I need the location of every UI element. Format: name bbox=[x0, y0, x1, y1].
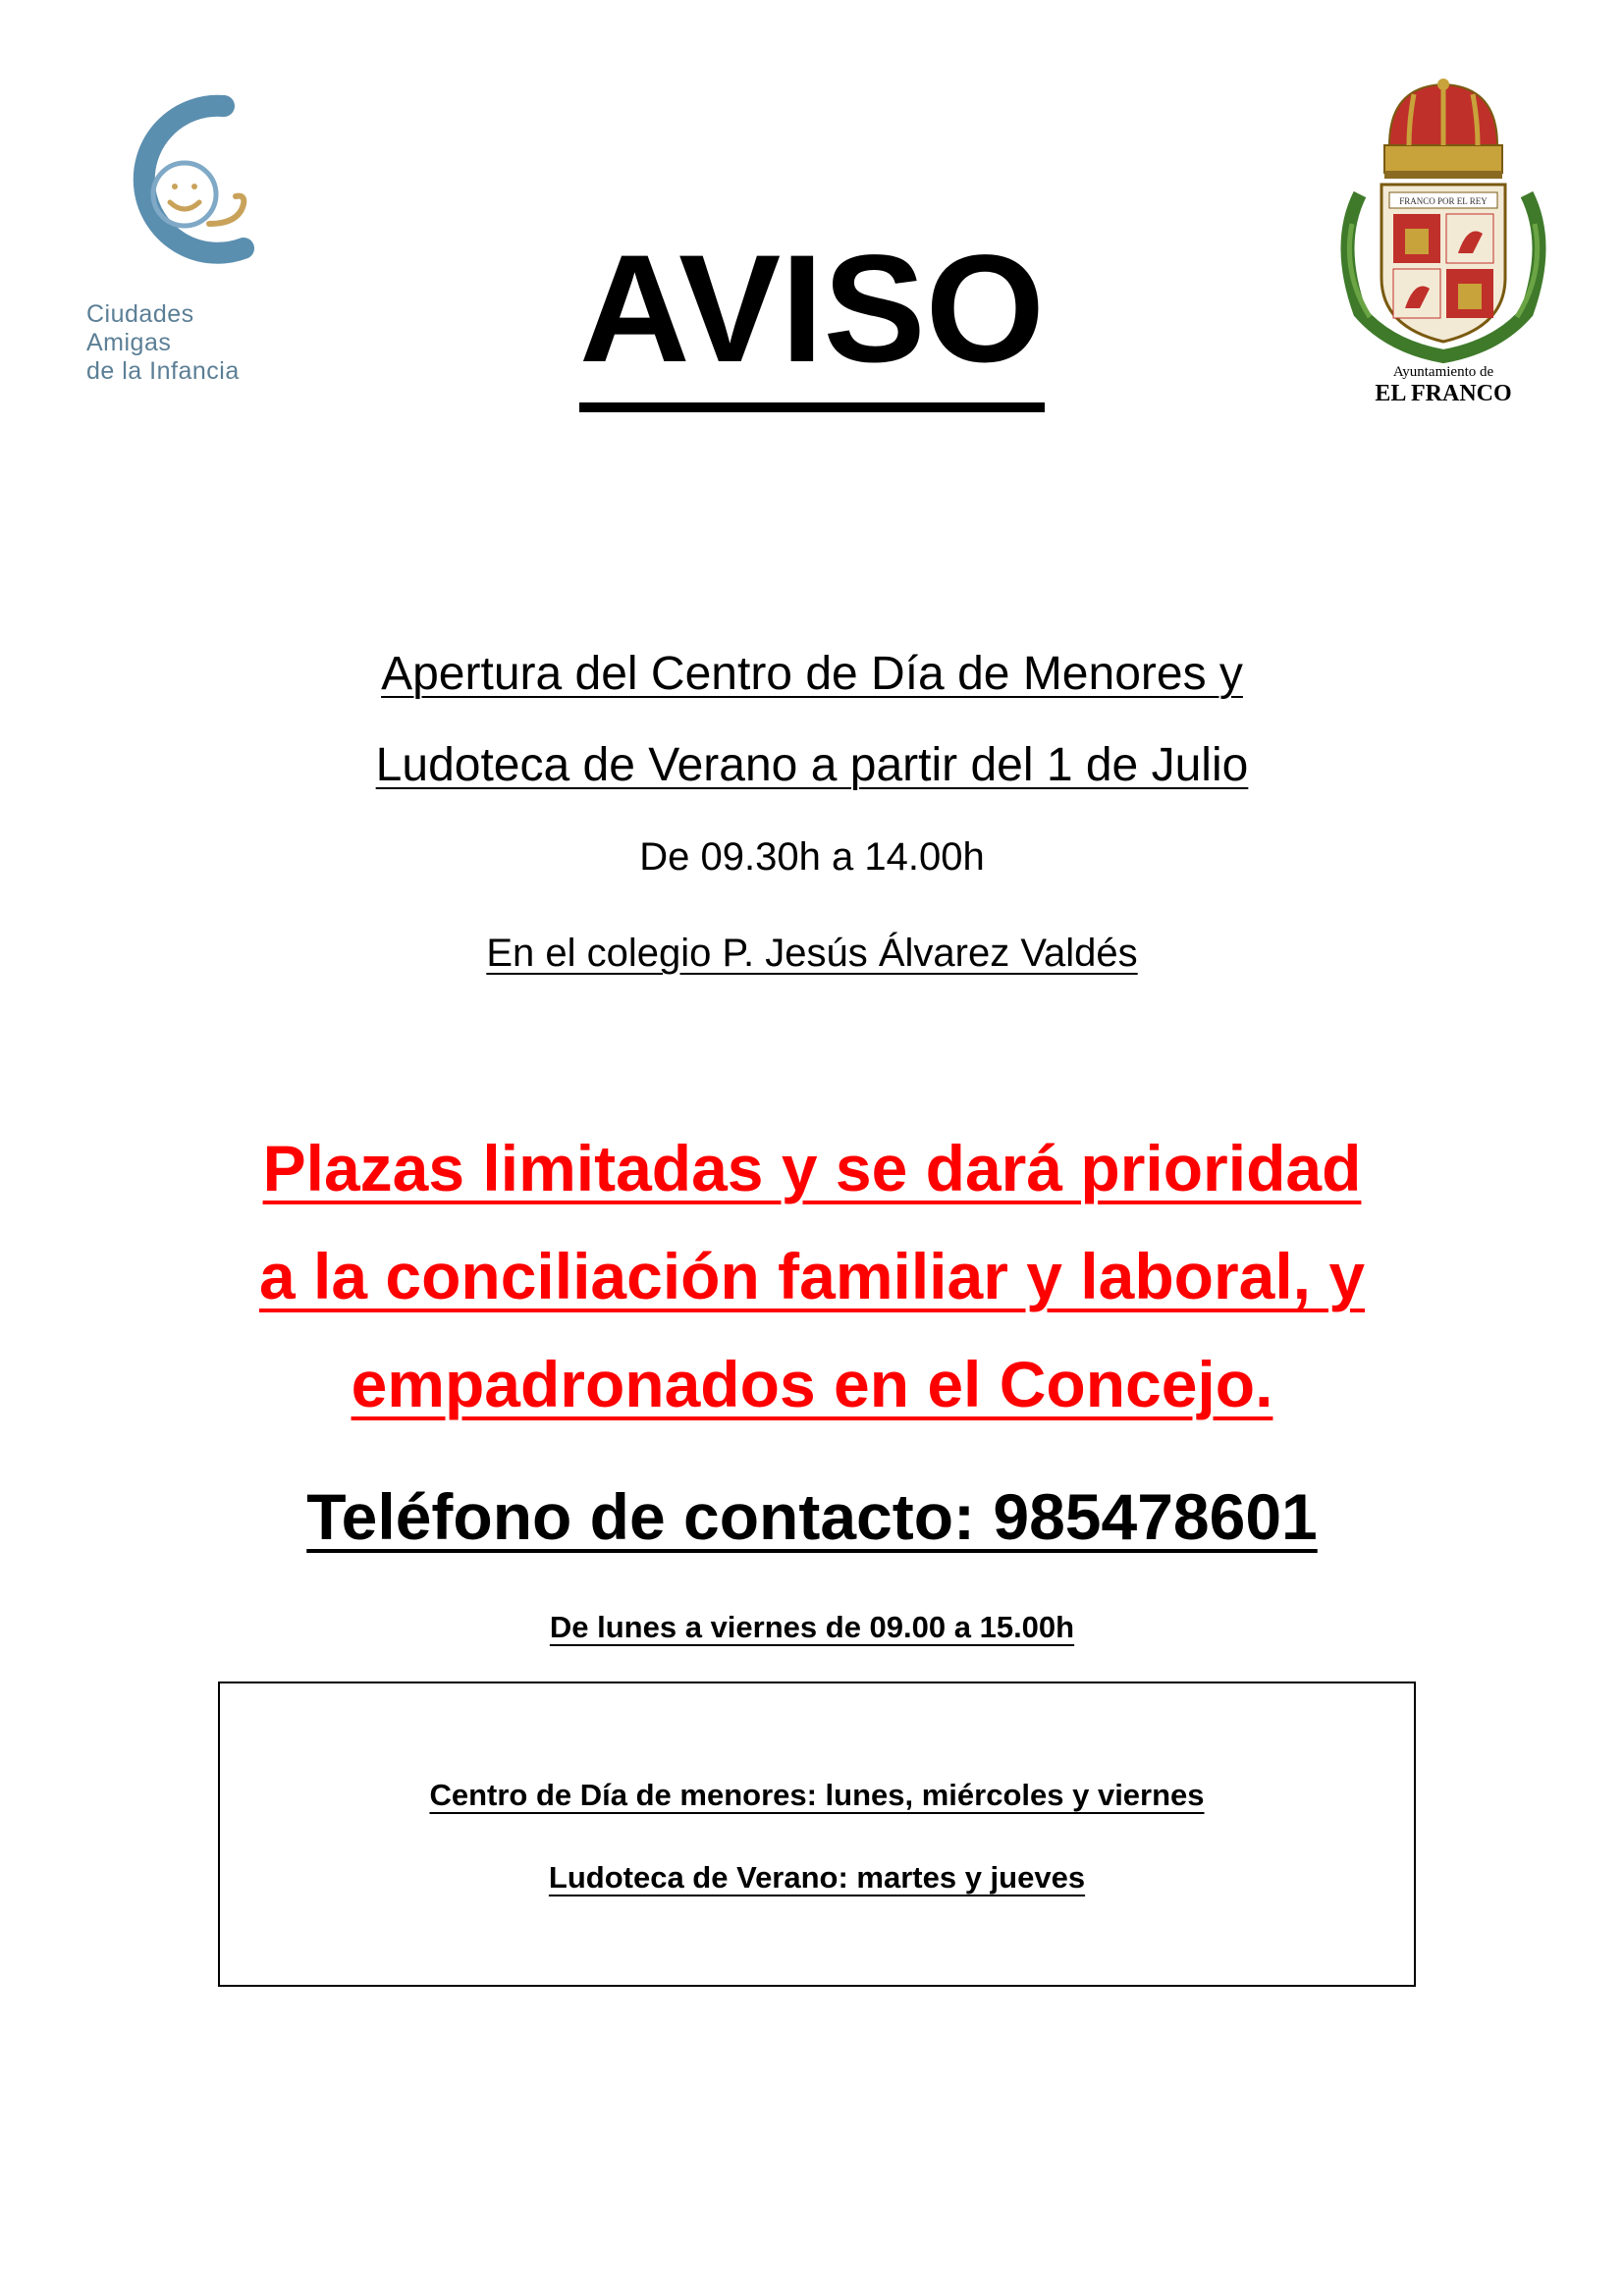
lugar-block bbox=[0, 929, 1624, 978]
cai-line-2: Amigas bbox=[86, 329, 172, 356]
coat-motto: FRANCO POR EL REY bbox=[1399, 196, 1488, 206]
plazas-block bbox=[0, 1114, 1624, 1438]
plazas-line-2: a la conciliación familiar y laboral, y bbox=[258, 1240, 1366, 1312]
horario-atencion-block bbox=[0, 1608, 1624, 1647]
box-line-2: Ludoteca de Verano: martes y jueves bbox=[548, 1860, 1086, 1895]
cai-line-1: Ciudades bbox=[86, 300, 194, 328]
title-block bbox=[0, 216, 1624, 412]
page-title: AVISO bbox=[579, 216, 1045, 412]
telefono-text: Teléfono de contacto: 985478601 bbox=[306, 1480, 1318, 1553]
schedule-box bbox=[218, 1682, 1416, 1987]
plazas-line-3: empadronados en el Concejo. bbox=[351, 1348, 1273, 1420]
cai-line-3: de la Infancia bbox=[86, 357, 240, 385]
horario-atencion-text: De lunes a viernes de 09.00 a 15.00h bbox=[549, 1610, 1075, 1644]
apertura-block bbox=[0, 628, 1624, 811]
el-franco-caption: EL FRANCO bbox=[1375, 381, 1512, 406]
ayuntamiento-caption: Ayuntamiento de bbox=[1392, 364, 1494, 380]
telefono-block bbox=[0, 1472, 1624, 1561]
box-line-1: Centro de Día de menores: lunes, miércoles y viernes bbox=[429, 1778, 1205, 1812]
lugar-text: En el colegio P. Jesús Álvarez Valdés bbox=[486, 932, 1138, 975]
plazas-line-1: Plazas limitadas y se dará prioridad bbox=[262, 1132, 1362, 1204]
apertura-line-1: Apertura del Centro de Día de Menores y bbox=[381, 648, 1243, 700]
apertura-line-2: Ludoteca de Verano a partir del 1 de Julio bbox=[375, 739, 1249, 791]
horario-text: De 09.30h a 14.00h bbox=[639, 835, 985, 879]
